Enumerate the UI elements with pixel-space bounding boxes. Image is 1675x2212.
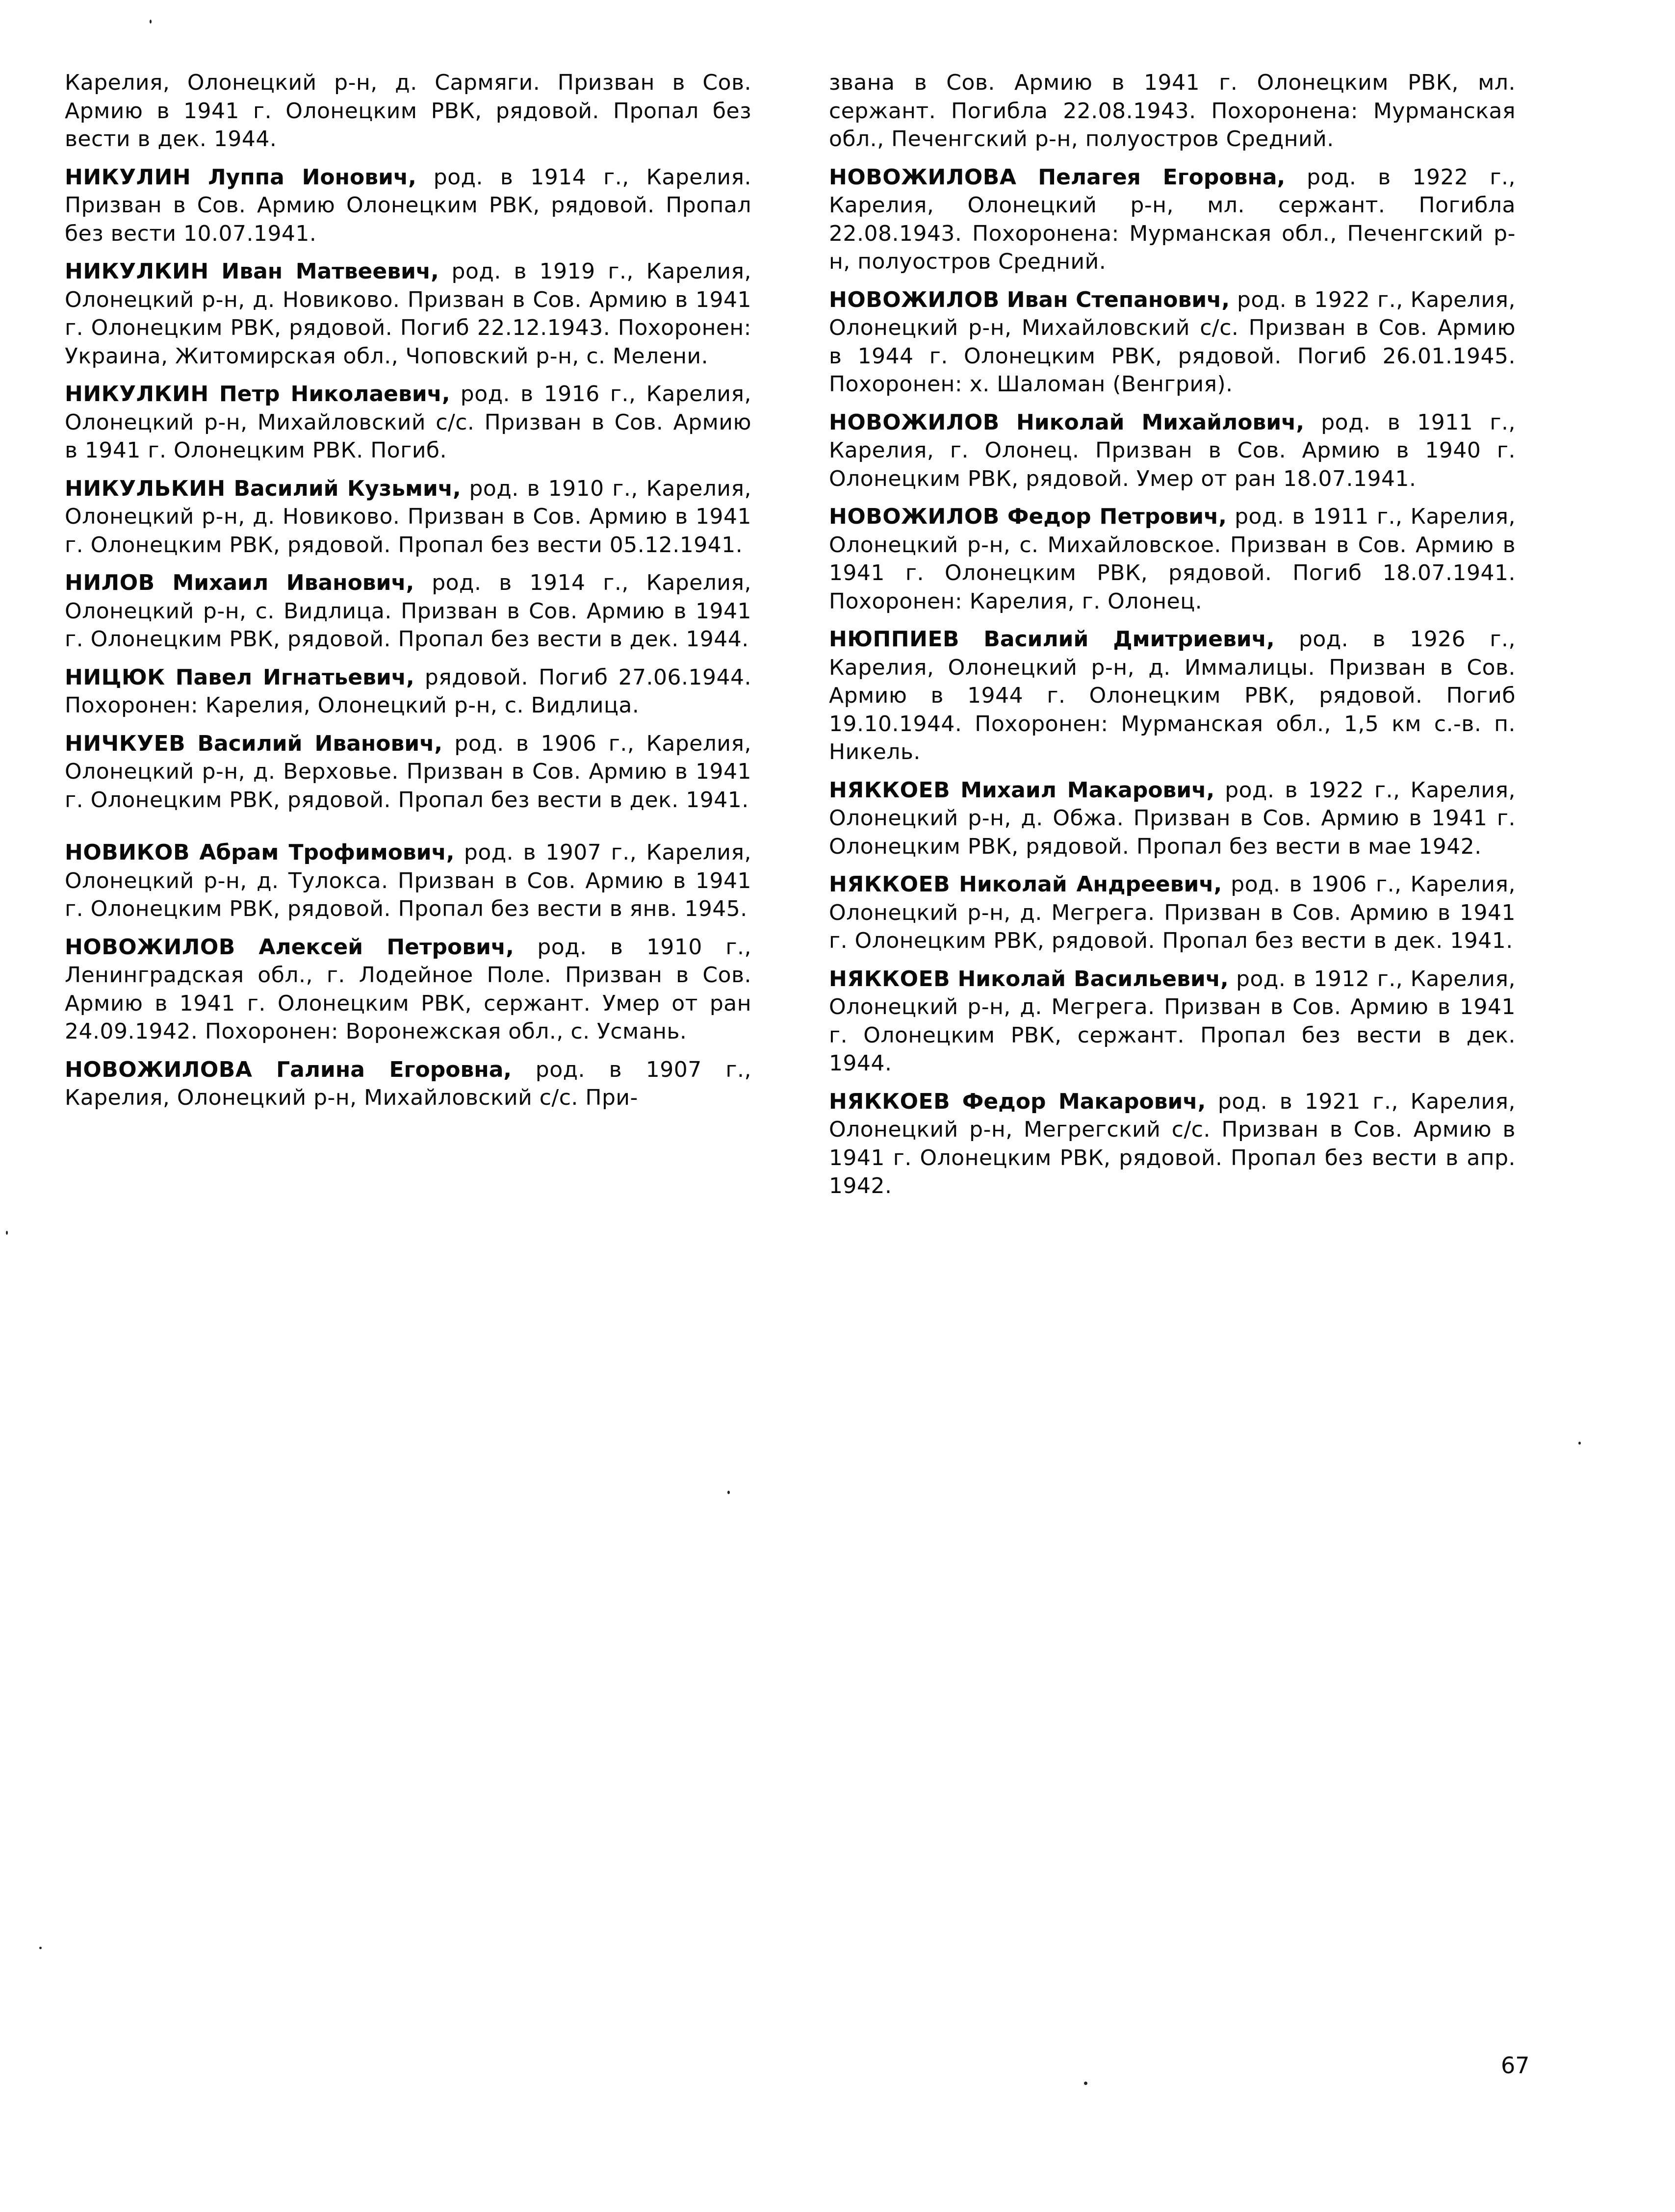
entry — [829, 163, 1516, 276]
scan-speck — [1578, 1442, 1581, 1445]
entry-text: род. в 1922 г., Карелия, Олонецкий р-н, д. Обжа. Призван в Сов. Армию в 1941 г. Олонецким РВК, рядовой. Пропал без вести в мае 1942. — [829, 777, 1516, 859]
entry-text: род. в 1926 г., Карелия, Олонецкий р-н, д. Иммалицы. Призван в Сов. Армию в 1944 г. Олонецким РВК, рядовой. Погиб 19.10.1944. Похоронен: Мурманская обл., 1,5 км с.-в. п. Никель. — [829, 627, 1516, 764]
entry-surname: НИКУЛКИН — [65, 381, 209, 407]
entry-surname: НИЦЮК — [65, 664, 165, 690]
entry-text: Карелия, Олонецкий р-н, д. Сармяги. Призван в Сов. Армию в 1941 г. Олонецким РВК, рядовой. Пропал без вести в дек. 1944. — [65, 70, 751, 152]
scan-speck — [150, 20, 152, 24]
entry-text: род. в 1910 г., Карелия, Олонецкий р-н, д. Новиково. Призван в Сов. Армию в 1941 г. Олонецким РВК, рядовой. Пропал без вести 05.12.1941. — [65, 476, 751, 558]
entry — [829, 503, 1516, 615]
entry-text: род. в 1916 г., Карелия, Олонецкий р-н, Михайловский с/с. Призван в Сов. Армию в 1941 г. Олонецким РВК. Погиб. — [65, 381, 751, 463]
entry — [65, 839, 751, 923]
entry-given-name: Луппа Ионович, — [208, 164, 416, 190]
entry-continuation — [65, 69, 751, 153]
entry-text: род. в 1914 г., Карелия. Призван в Сов. Армию Олонецким РВК, рядовой. Пропал без вести 10.07.1941. — [65, 164, 751, 246]
entry — [829, 965, 1516, 1078]
entry — [829, 286, 1516, 399]
entry-given-name: Абрам Трофимович, — [199, 840, 455, 865]
entry-surname: НЯККОЕВ — [829, 966, 951, 992]
entry-surname: НОВИКОВ — [65, 840, 190, 865]
entry-given-name: Михаил Иванович, — [172, 570, 414, 595]
entry-surname: НИКУЛИН — [65, 164, 191, 190]
entry — [65, 257, 751, 370]
entry-given-name: Иван Матвеевич, — [221, 259, 439, 284]
entry-surname: НИКУЛКИН — [65, 259, 209, 284]
entry-text: род. в 1922 г., Карелия, Олонецкий р-н, Михайловский с/с. Призван в Сов. Армию в 1944 г. Олонецким РВК, рядовой. Погиб 26.01.1945. Похоронен: х. Шаломан (Венгрия). — [829, 287, 1516, 397]
entry-text: род. в 1914 г., Карелия, Олонецкий р-н, с. Видлица. Призван в Сов. Армию в 1941 г. Олонецким РВК, рядовой. Пропал без вести в дек. 1944. — [65, 570, 751, 652]
entry — [65, 380, 751, 465]
entry-text: род. в 1907 г., Карелия, Олонецкий р-н, Михайловский с/с. При- — [65, 1057, 751, 1110]
entry-text: звана в Сов. Армию в 1941 г. Олонецким РВК, мл. сержант. Погибла 22.08.1943. Похоронена: Мурманская обл., Печенгский р-н, полуостров Средний. — [829, 70, 1516, 152]
entry-text: род. в 1906 г., Карелия, Олонецкий р-н, д. Мегрега. Призван в Сов. Армию в 1941 г. Олонецким РВК, рядовой. Пропал без вести в дек. 1941. — [829, 872, 1516, 953]
entry-surname: НИЛОВ — [65, 570, 155, 595]
entry-text: род. в 1906 г., Карелия, Олонецкий р-н, д. Верховье. Призван в Сов. Армию в 1941 г. Олонецким РВК, рядовой. Пропал без вести в дек. 1941. — [65, 731, 751, 813]
entry-given-name: Петр Николаевич, — [219, 381, 450, 407]
entry-text: рядовой. Погиб 27.06.1944. Похоронен: Карелия, Олонецкий р-н, с. Видлица. — [65, 664, 751, 718]
entry-text: род. в 1910 г., Ленинградская обл., г. Лодейное Поле. Призван в Сов. Армию в 1941 г. Олонецким РВК, сержант. Умер от ран 24.09.1942. Похоронен: Воронежская обл., с. Усмань. — [65, 934, 751, 1044]
entry-given-name: Пелагея Егоровна, — [1038, 164, 1286, 190]
entry-surname: НЮППИЕВ — [829, 627, 960, 652]
scan-speck — [6, 1231, 8, 1235]
entry — [65, 663, 751, 720]
entry-surname: НОВОЖИЛОВ — [829, 409, 1000, 435]
entry-given-name: Иван Степанович, — [1006, 287, 1230, 312]
entry-text: род. в 1921 г., Карелия, Олонецкий р-н, Мегрегский с/с. Призван в Сов. Армию в 1941 г. Олонецким РВК, рядовой. Пропал без вести в апр. 1942. — [829, 1089, 1516, 1198]
entry — [829, 408, 1516, 493]
entry-given-name: Павел Игнатьевич, — [175, 664, 414, 690]
entry-text: род. в 1922 г., Карелия, Олонецкий р-н, мл. сержант. Погибла 22.08.1943. Похоронена: Мурманская обл., Печенгский р-н, полуостров Средний. — [829, 164, 1516, 274]
left-column — [65, 69, 751, 1122]
entry-given-name: Николай Михайлович, — [1016, 409, 1305, 435]
entry-text: род. в 1919 г., Карелия, Олонецкий р-н, д. Новиково. Призван в Сов. Армию в 1941 г. Олонецким РВК, рядовой. Погиб 22.12.1943. Похоронен: Украина, Житомирская обл., Чоповский р-н, с. Мелени. — [65, 259, 751, 369]
entry-text: род. в 1907 г., Карелия, Олонецкий р-н, д. Тулокса. Призван в Сов. Армию в 1941 г. Олонецким РВК, рядовой. Пропал без вести в янв. 1945. — [65, 840, 751, 921]
entry-text: род. в 1911 г., Карелия, Олонецкий р-н, с. Михайловское. Призван в Сов. Армию в 1941 г. Олонецким РВК, рядовой. Погиб 18.07.1941. Похоронен: Карелия, г. Олонец. — [829, 504, 1516, 614]
entry — [65, 933, 751, 1046]
page-number: 67 — [1501, 2052, 1530, 2079]
entry-given-name: Алексей Петрович, — [258, 934, 514, 960]
entry — [829, 625, 1516, 766]
scan-speck — [727, 1491, 730, 1494]
scan-speck — [1084, 2082, 1087, 2085]
entry — [65, 730, 751, 814]
entry-surname: НИКУЛЬКИН — [65, 476, 226, 501]
entry-given-name: Федор Петрович, — [1007, 504, 1227, 529]
entry-surname: НОВОЖИЛОВА — [65, 1057, 253, 1082]
entry-given-name: Василий Дмитриевич, — [983, 627, 1275, 652]
entry-surname: НЯККОЕВ — [829, 1089, 951, 1114]
entry — [65, 475, 751, 559]
entry — [829, 776, 1516, 861]
entry-text: род. в 1911 г., Карелия, г. Олонец. Призван в Сов. Армию в 1940 г. Олонецким РВК, рядовой. Умер от ран 18.07.1941. — [829, 409, 1516, 491]
entry-given-name: Николай Андреевич, — [959, 872, 1222, 897]
entry-given-name: Федор Макарович, — [962, 1089, 1206, 1114]
entry — [829, 870, 1516, 955]
entry — [65, 569, 751, 654]
entry — [65, 163, 751, 248]
entry-continuation — [829, 69, 1516, 153]
entry-surname: НОВОЖИЛОВ — [829, 287, 1000, 312]
scan-speck — [39, 1947, 42, 1949]
entry-given-name: Михаил Макарович, — [960, 777, 1215, 803]
entry-surname: НИЧКУЕВ — [65, 731, 186, 756]
entry-surname: НОВОЖИЛОВ — [65, 934, 235, 960]
entry-surname: НЯККОЕВ — [829, 872, 951, 897]
entry-surname: НЯККОЕВ — [829, 777, 951, 803]
entry-surname: НОВОЖИЛОВА — [829, 164, 1017, 190]
entry — [65, 1056, 751, 1112]
right-column — [829, 69, 1516, 1210]
entry-given-name: Василий Кузьмич, — [233, 476, 461, 501]
entry-given-name: Галина Егоровна, — [276, 1057, 512, 1082]
entry — [829, 1088, 1516, 1200]
entry-text: род. в 1912 г., Карелия, Олонецкий р-н, д. Мегрега. Призван в Сов. Армию в 1941 г. Олонецким РВК, сержант. Пропал без вести в дек. 1944. — [829, 966, 1516, 1076]
entry-given-name: Николай Васильевич, — [957, 966, 1229, 992]
entry-given-name: Василий Иванович, — [197, 731, 443, 756]
entry-surname: НОВОЖИЛОВ — [829, 504, 1000, 529]
